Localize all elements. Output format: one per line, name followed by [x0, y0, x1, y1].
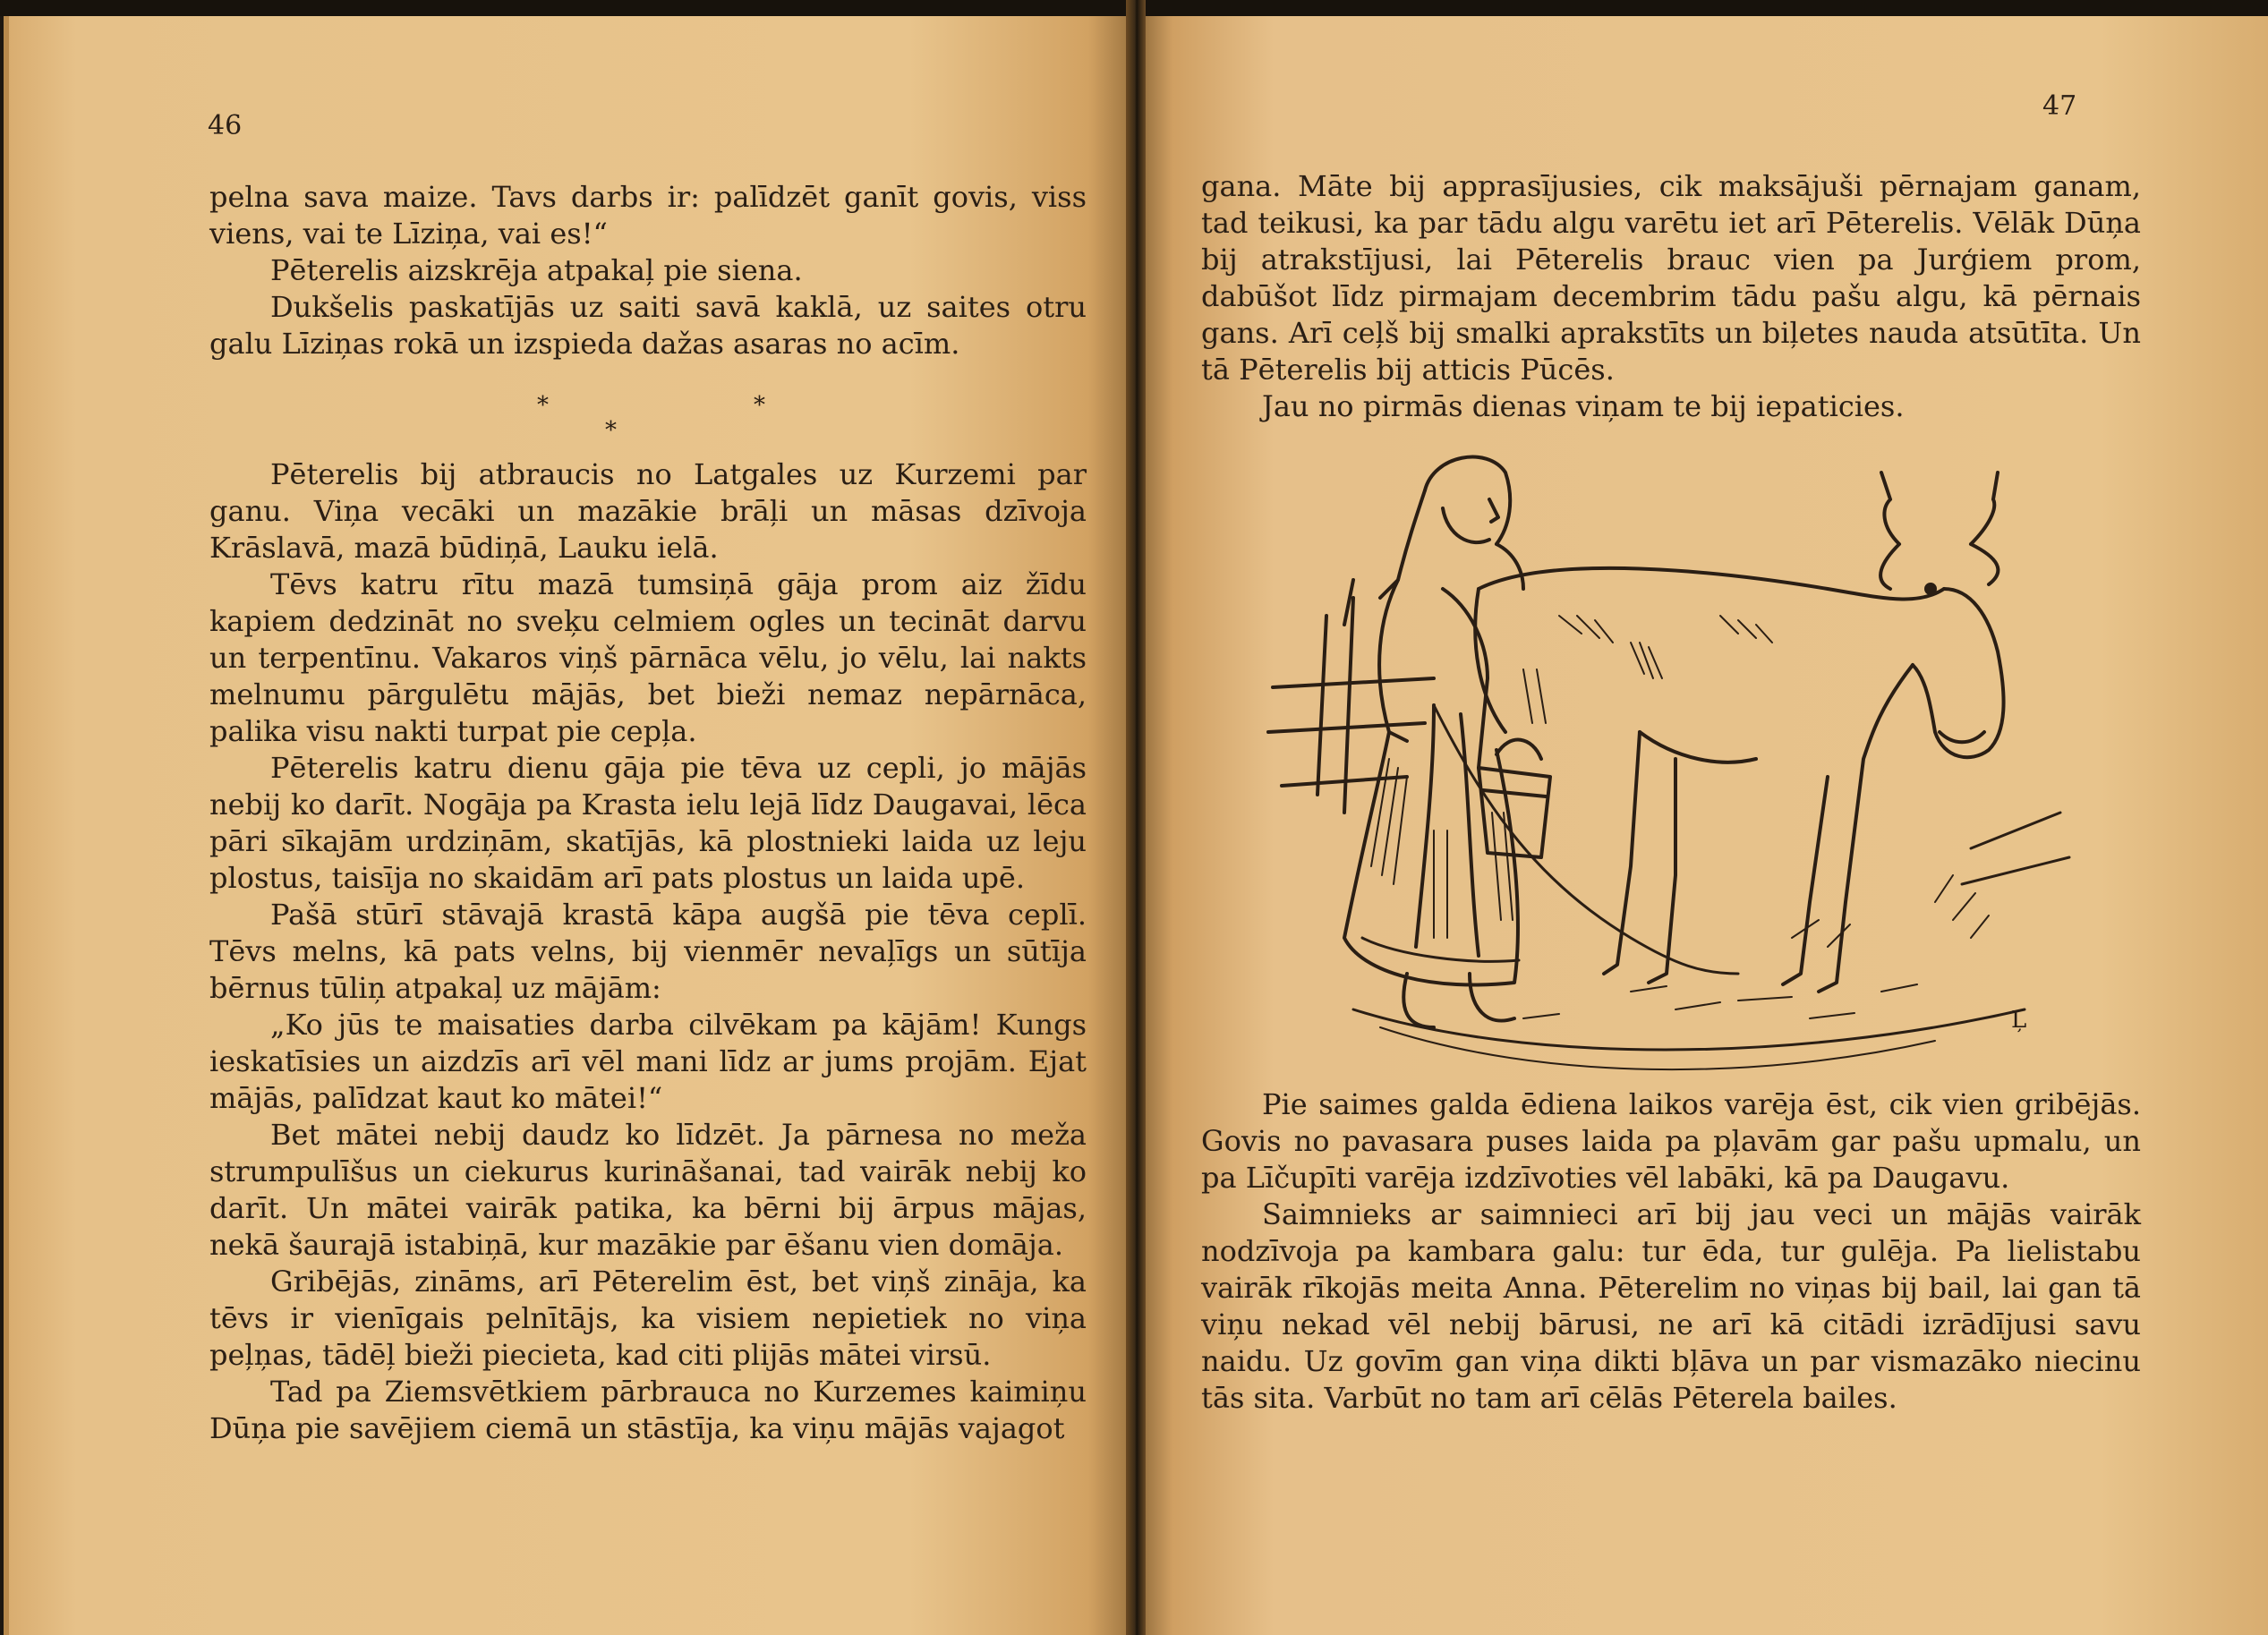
separator-star: *	[605, 417, 617, 444]
right-text-bottom	[1201, 1086, 2141, 1417]
paragraph: Saimnieks ar saimnieci arī bij jau veci un mājās vairāk nodzīvoja pa kambara galu: tur ēda, tur gulēja. Pa lielistabu vairāk rīkojās meita Anna. Pēterelim no viņas bij bail, lai gan tā viņu nekad vēl nebij bārusi, ne arī kā citādi izrādījusi savu naidu. Uz govīm gan viņa dikti bļāva un par vismazāko niecinu tās sita. Varbūt no tam arī cēlās Pēterela bailes.	[1201, 1197, 2141, 1415]
section-separator	[537, 392, 770, 446]
left-page	[4, 16, 1133, 1635]
separator-star: *	[754, 392, 765, 419]
paragraph: Dukšelis paskatījās uz saiti savā kaklā, uz saites otru galu Līziņas rokā un izspieda dažas asaras no acīm.	[209, 290, 1087, 361]
right-page	[1138, 16, 2268, 1635]
paragraph: Pēterelis bij atbraucis no Latgales uz Kurzemi par ganu. Viņa vecāki un mazākie brāļi un māsas dzīvoja Krāslavā, mazā būdiņā, Lauku ielā.	[209, 457, 1087, 565]
separator-star: *	[537, 392, 549, 419]
paragraph: Tēvs katru rītu mazā tumsiņā gāja prom aiz žīdu kapiem dedzināt no sveķu celmiem ogles un tecināt darvu un terpentīnu. Vakaros viņš pārnāca vēlu, jo vēlu, lai nakts melnumu pārgulētu mājās, bet bieži nemaz nepārnāca, palika visu nakti turpat pie cepļa.	[209, 567, 1087, 748]
paragraph: Bet mātei nebij daudz ko līdzēt. Ja pārnesa no meža strumpulīšus un ciekurus kurināšanai, tad vairāk nebij ko darīt. Un mātei vairāk patika, ka bērni bij ārpus mājas, nekā šaurajā istabiņā, kur mazākie par ēšanu vien domāja.	[209, 1118, 1087, 1262]
paragraph: Gribējās, zināms, arī Pēterelim ēst, bet viņš zināja, ka tēvs ir vienīgais pelnītājs, ka visiem nepietiek no viņa peļņas, tādēļ bieži piecieta, kad citi plijās mātei virsū.	[209, 1265, 1087, 1372]
paragraph: gana. Māte bij apprasījusies, cik maksājuši pērnajam ganam, tad teikusi, ka par tādu algu varētu iet arī Pēterelis. Vēlāk Dūņa bij atrakstījusi, lai Pēterelis brauc vien pa Jurģiem prom, dabūšot līdz pirmajam decembrim tādu pašu algu, kā pērnais gans. Arī ceļš bij smalki aprakstīts un biļetes nauda atsūtīta. Un tā Pēterelis bij atticis Pūcēs.	[1201, 169, 2141, 387]
paragraph: Pašā stūrī stāvajā krastā kāpa augšā pie tēva ceplī. Tēvs melns, kā pats velns, bij vienmēr nevaļīgs un sūtīja bērnus tūliņ atpakaļ uz mājām:	[209, 898, 1087, 1005]
paragraph: „Ko jūs te maisaties darba cilvēkam pa kājām! Kungs ieskatīsies un aizdzīs arī vēl mani līdz ar jums projām. Ejat mājās, palīdzat kaut ko mātei!“	[209, 1008, 1087, 1115]
illustration-signature: Ļ	[2011, 1007, 2027, 1034]
paragraph: Jau no pirmās dienas viņam te bij iepaticies.	[1262, 389, 1905, 423]
right-text-top	[1201, 168, 2141, 425]
paragraph: Pēterelis aizskrēja atpakaļ pie siena.	[270, 253, 803, 287]
paragraph: Pēterelis katru dienu gāja pie tēva uz cepli, jo mājās nebij ko darīt. Nogāja pa Krasta ielu lejā līdz Daugavai, lēca pāri sīkajām urdziņām, skatījās, kā plostnieki laida uz leju plostus, taisīja no skaidām arī pats plostus un laida upē.	[209, 751, 1087, 895]
page-number-left: 46	[208, 110, 243, 141]
illustration-girl-with-cow	[1255, 437, 2078, 1090]
paragraph: Pie saimes galda ēdiena laikos varēja ēst, cik vien gribējās. Govis no pavasara puses laida pa pļavām gar pašu upmalu, un pa Līčupīti varēja izdzīvoties vēl labāki, kā pa Daugavu.	[1201, 1087, 2141, 1195]
paragraph: Tad pa Ziemsvētkiem pārbrauca no Kurzemes kaimiņu Dūņa pie savējiem ciemā un stāstīja, ka viņu mājās vajagot	[209, 1375, 1087, 1445]
left-text-top	[209, 179, 1087, 362]
paragraph: pelna sava maize. Tavs darbs ir: palīdzēt ganīt govis, viss viens, vai te Līziņa, vai es!“	[209, 180, 1087, 251]
left-text-main	[209, 456, 1087, 1447]
page-number-right: 47	[2042, 90, 2077, 122]
book-gutter	[1126, 0, 1146, 1635]
